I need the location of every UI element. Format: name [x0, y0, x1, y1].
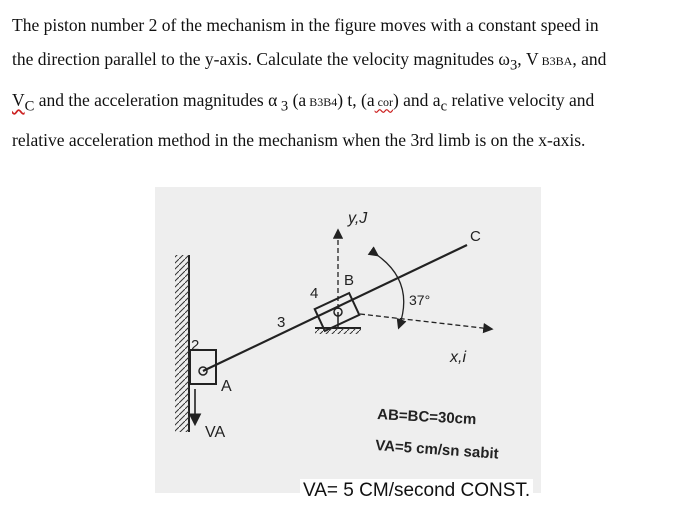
link-4-label: 4: [310, 285, 319, 302]
x-axis-label: x,i: [450, 349, 466, 366]
problem-line-2-text: [12, 42, 606, 83]
subscript: cor: [374, 94, 393, 109]
text-segment: and the acceleration magnitudes α: [34, 89, 278, 110]
mechanism-figure: [155, 187, 541, 493]
point-b-label: B: [344, 272, 355, 289]
problem-statement: [12, 8, 688, 157]
link-2-label: 2: [191, 337, 200, 354]
wavy-underlined-text: [12, 89, 35, 114]
ground-wall: [175, 255, 189, 432]
text-segment: relative velocity and: [447, 89, 595, 110]
angle-label: 37°: [409, 292, 431, 308]
speed-caption: VA= 5 CM/second CONST.: [300, 479, 533, 503]
text-segment: the direction parallel to the y-axis. Calculate the velocity magnitudes ω: [12, 49, 510, 69]
lengths-note: AB=BC=30cm: [376, 406, 477, 429]
link-3: [203, 245, 467, 371]
text-segment: (a: [288, 89, 307, 110]
subscript: 3: [277, 98, 289, 114]
problem-line-4: relative acceleration method in the mechanism when the 3rd limb is on the x-axis.: [12, 130, 586, 150]
point-c-label: C: [470, 228, 481, 245]
va-label: VA: [205, 424, 226, 441]
subscript: B3BA: [538, 54, 573, 68]
text-segment: ) t, (a: [337, 89, 375, 110]
text-segment: ) and a: [392, 89, 441, 110]
text-segment: , and: [572, 49, 607, 69]
subscript: 3: [509, 57, 518, 74]
text-segment: V: [12, 89, 25, 110]
link-3-label: 3: [277, 314, 286, 331]
subscript: B3B4: [306, 94, 338, 109]
x-axis-arrow: [360, 314, 491, 329]
y-axis-label: y,J: [348, 210, 368, 227]
problem-line-3: [12, 83, 688, 124]
text-segment: , V: [517, 49, 539, 69]
speed-note: VA=5 cm/sn sabit: [374, 437, 500, 463]
subscript: C: [24, 98, 35, 114]
problem-line-1: The piston number 2 of the mechanism in the figure moves with a constant speed in: [12, 15, 599, 35]
point-a-label: A: [221, 378, 232, 395]
problem-line-2: [12, 42, 688, 83]
mechanism-diagram: [155, 187, 541, 493]
angle-arc: [377, 255, 404, 327]
problem-line-3-text: [12, 83, 594, 124]
subscript: c: [440, 98, 448, 114]
